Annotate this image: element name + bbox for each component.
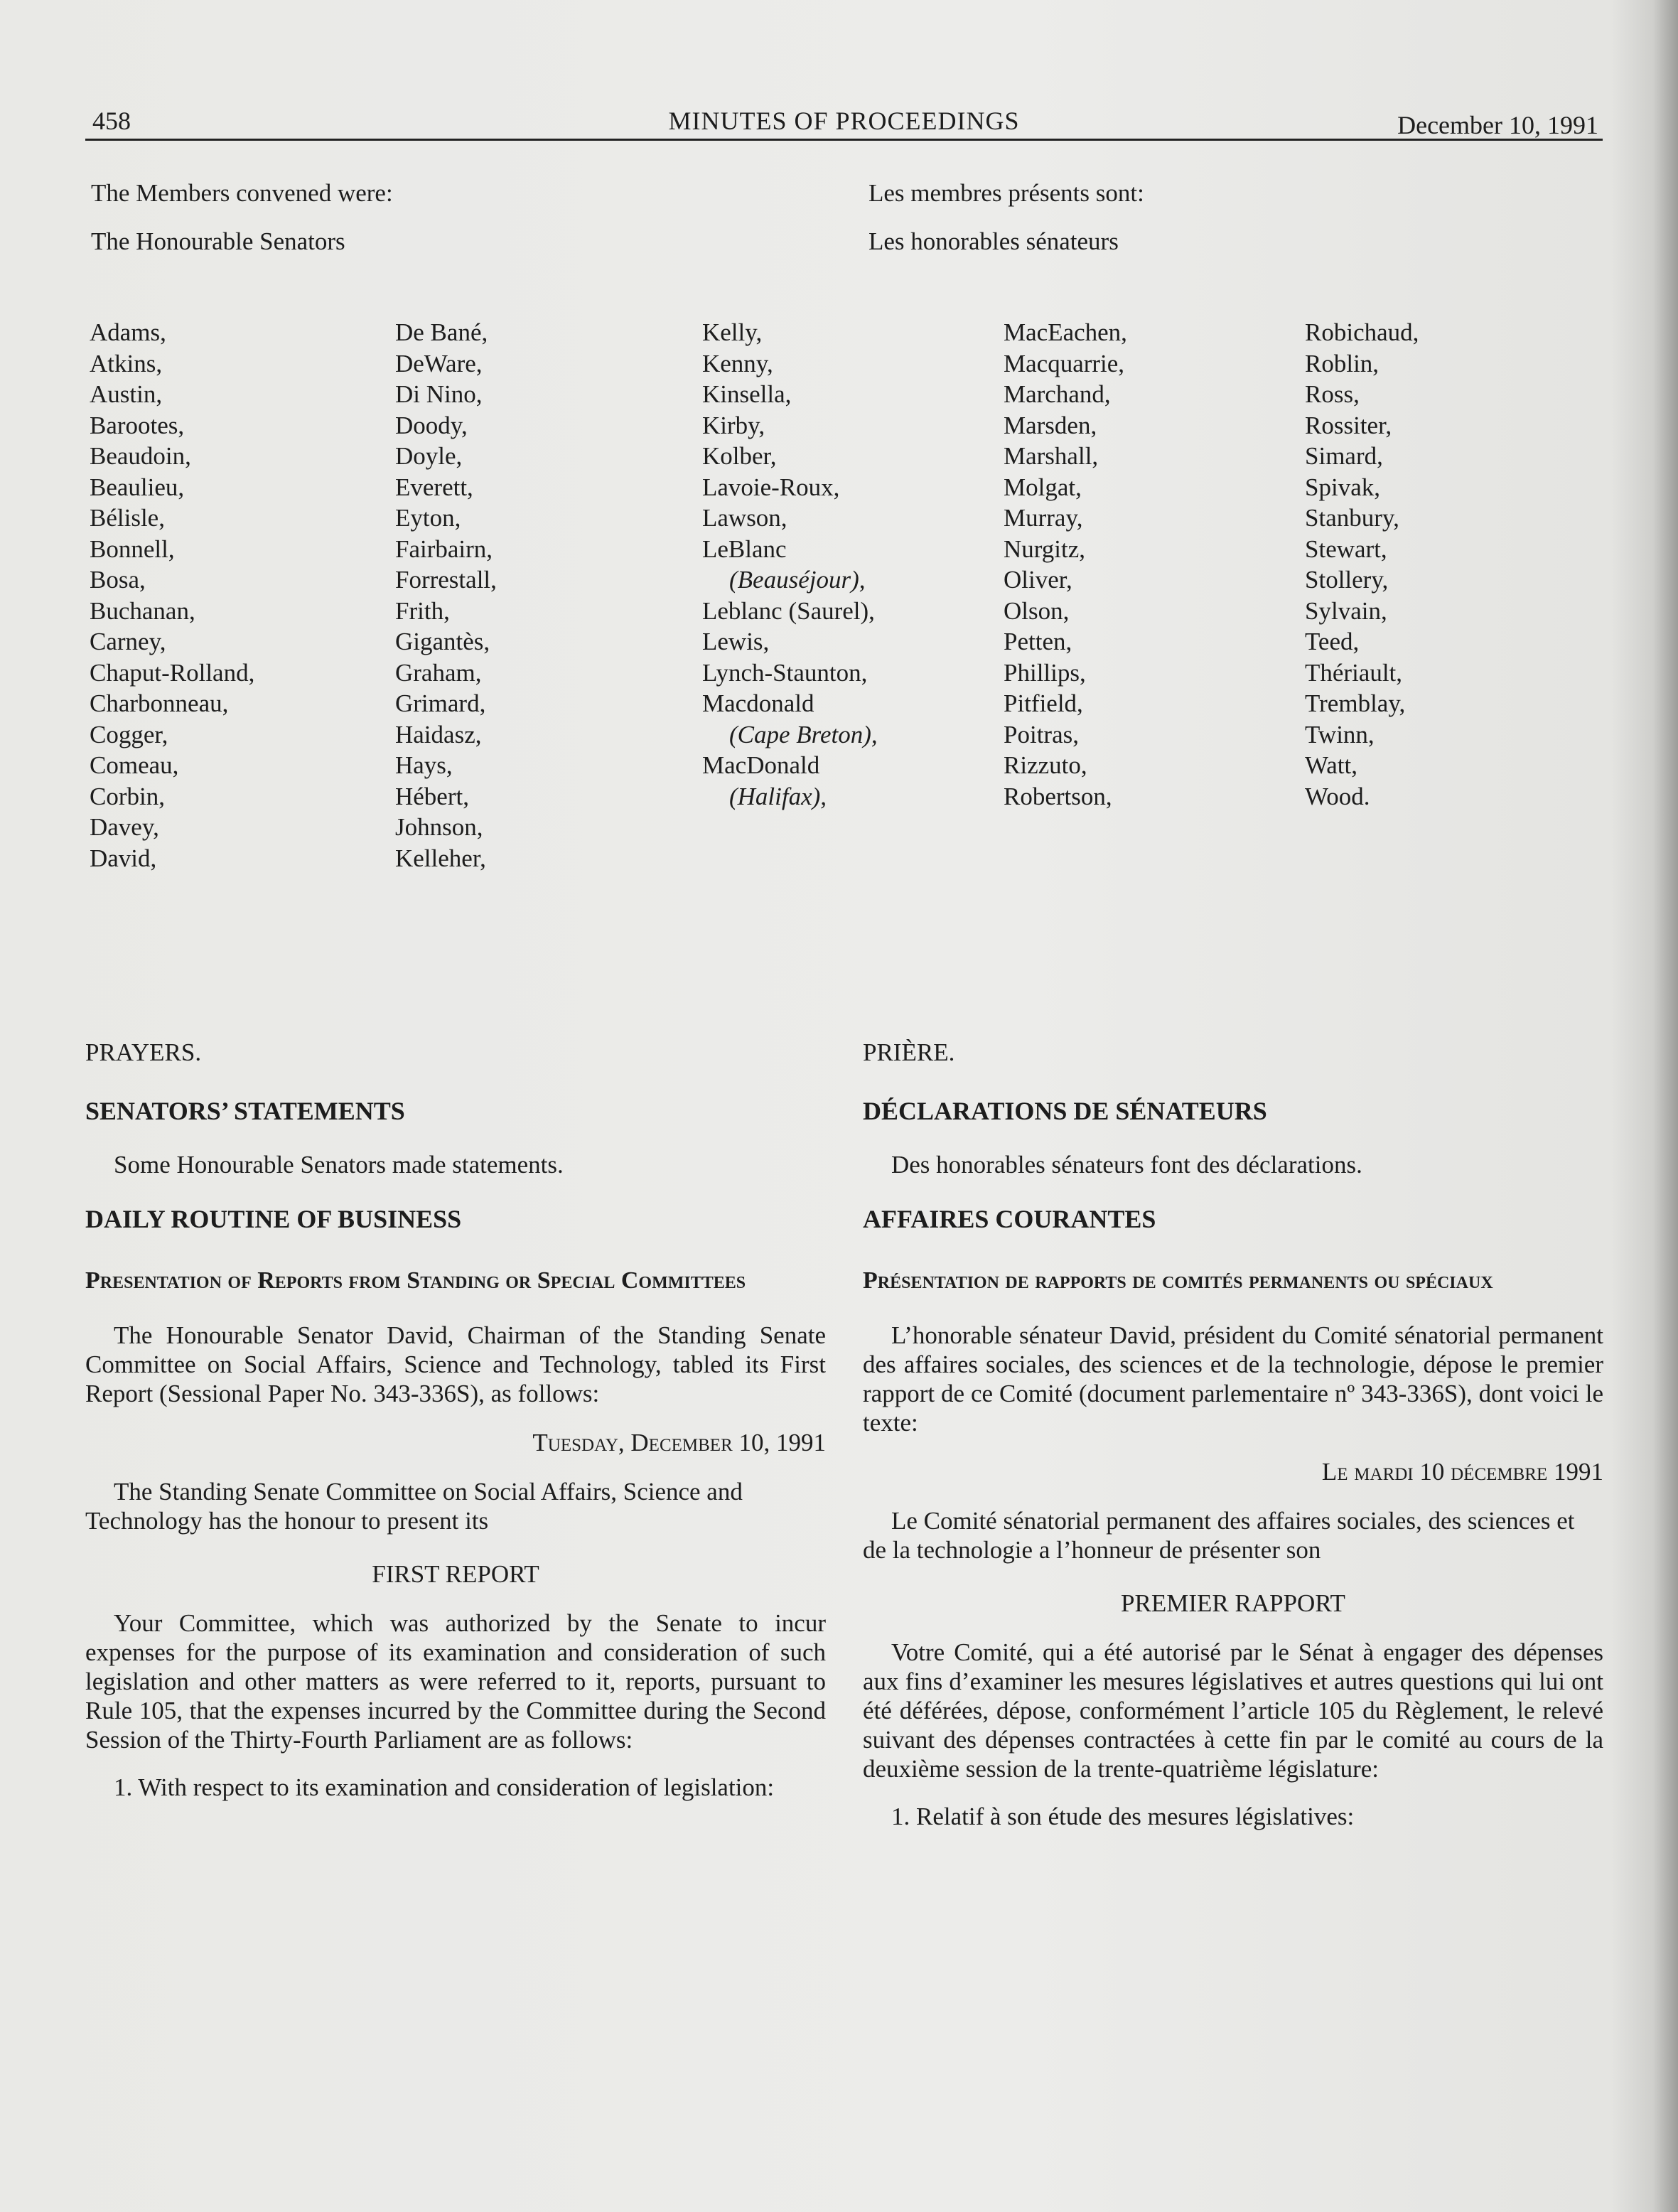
senator-name: Wood. — [1305, 782, 1370, 810]
senator-name: Beaulieu, — [90, 473, 185, 501]
presentation-heading-en: Presentation of Reports from Standing or Special Committees — [85, 1267, 746, 1294]
honourable-senators-en: The Honourable Senators — [91, 227, 345, 255]
senator-name: Charbonneau, — [90, 689, 229, 717]
senator-name: Macquarrie, — [1004, 349, 1125, 377]
senator-name: Eyton, — [395, 504, 461, 532]
report-intro-en: The Honourable Senator David, Chairman of the Standing Senate Committee on Social Affairs, Science and Technology, tabled its First Report (Sessional Paper No. 343-336S), as follows: — [85, 1321, 826, 1407]
senator-name: Thériault, — [1305, 658, 1403, 687]
senator-name: Haidasz, — [395, 720, 482, 748]
report-date-en: Tuesday, December 10, 1991 — [532, 1429, 826, 1456]
senator-name: Poitras, — [1004, 720, 1079, 748]
page-number: 458 — [92, 107, 131, 135]
statements-heading-en: SENATORS’ STATEMENTS — [85, 1097, 405, 1125]
senator-name: Murray, — [1004, 504, 1083, 532]
prayers-en: PRAYERS. — [85, 1038, 202, 1066]
senator-name: Robichaud, — [1305, 318, 1419, 346]
senator-name: Macdonald — [702, 689, 814, 717]
senator-name: Beaudoin, — [90, 442, 191, 470]
senator-column-4 — [1004, 317, 1127, 812]
committee-text-fr: Le Comité sénatorial permanent des affaires sociales, des sciences et de la technologie a l’honneur de présenter son — [863, 1507, 1575, 1564]
senator-name: Kelleher, — [395, 844, 486, 872]
statements-text-fr: Des honorables sénateurs font des déclarations. — [891, 1151, 1362, 1179]
senator-name: Marsden, — [1004, 411, 1097, 439]
report-intro-fr: L’honorable sénateur David, président du Comité sénatorial permanent des affaires sociales, des sciences et de la technologie, dépose le premier rapport de ce Comité (document parlementaire nº 343-336S), dont voici le texte: — [863, 1321, 1603, 1437]
senator-name: Oliver, — [1004, 566, 1072, 594]
senator-name: Olson, — [1004, 596, 1070, 625]
senator-name: Lawson, — [702, 504, 787, 532]
senator-name: Atkins, — [90, 349, 163, 377]
committee-text-en: The Standing Senate Committee on Social Affairs, Science and Technology has the honour to present its — [85, 1478, 743, 1535]
senator-name: Tremblay, — [1305, 689, 1406, 717]
senator-name: Fairbairn, — [395, 535, 493, 563]
senator-name: David, — [90, 844, 157, 872]
senator-name: Austin, — [90, 380, 163, 408]
senator-name: Di Nino, — [395, 380, 483, 408]
presentation-heading-fr: Présentation de rapports de comités permanents ou spéciaux — [863, 1267, 1493, 1294]
senator-name: Lewis, — [702, 628, 770, 655]
senator-name: MacEachen, — [1004, 318, 1127, 346]
prayers-fr: PRIÈRE. — [863, 1038, 955, 1066]
senator-name: Petten, — [1004, 628, 1072, 655]
senator-column-1 — [90, 317, 254, 874]
senator-name: Nurgitz, — [1004, 535, 1086, 563]
senator-name: Frith, — [395, 596, 450, 625]
senator-name: Roblin, — [1305, 349, 1379, 377]
senator-column-2 — [395, 317, 497, 874]
senator-name: Comeau, — [90, 751, 179, 779]
senator-division: (Halifax), — [729, 782, 827, 810]
senator-name: LeBlanc — [702, 535, 787, 563]
senator-name: Ross, — [1305, 380, 1360, 408]
senator-name: Watt, — [1305, 751, 1357, 779]
senator-name: Stewart, — [1305, 535, 1387, 563]
senator-name: Adams, — [90, 318, 166, 346]
honourable-senators-fr: Les honorables sénateurs — [868, 227, 1119, 255]
senator-name: Kirby, — [702, 411, 765, 439]
senator-name: Leblanc (Saurel), — [702, 596, 875, 625]
senator-name: Phillips, — [1004, 658, 1086, 687]
statements-text-en: Some Honourable Senators made statements. — [114, 1151, 564, 1179]
senator-name: Stollery, — [1305, 566, 1389, 594]
senator-name: Hébert, — [395, 782, 469, 810]
senator-name: Rizzuto, — [1004, 751, 1087, 779]
senator-name: Barootes, — [90, 411, 185, 439]
senator-name: Corbin, — [90, 782, 165, 810]
senator-name: Bonnell, — [90, 535, 175, 563]
senator-name: Rossiter, — [1305, 411, 1392, 439]
page-header — [85, 103, 1603, 141]
senator-name: Doyle, — [395, 442, 463, 470]
senator-name: Spivak, — [1305, 473, 1380, 501]
english-column — [85, 1038, 826, 1802]
report-date-fr: Le mardi 10 décembre 1991 — [1321, 1458, 1603, 1486]
senator-name: Davey, — [90, 813, 159, 841]
senator-name: Kolber, — [702, 442, 777, 470]
senator-name: Lavoie-Roux, — [702, 473, 840, 501]
running-title: MINUTES OF PROCEEDINGS — [668, 107, 1020, 135]
senator-name: Sylvain, — [1305, 596, 1387, 625]
senator-name: Chaput-Rolland, — [90, 658, 255, 687]
report-title-fr: PREMIER RAPPORT — [1121, 1589, 1345, 1617]
senator-name: DeWare, — [395, 349, 483, 377]
senator-name: Lynch-Staunton, — [702, 658, 868, 687]
senator-name: Simard, — [1305, 442, 1383, 470]
members-convened-fr: Les membres présents sont: — [868, 179, 1144, 207]
senator-name: Twinn, — [1305, 720, 1375, 748]
senator-name: Buchanan, — [90, 596, 195, 625]
senator-name: Cogger, — [90, 720, 168, 748]
senator-name: Johnson, — [395, 813, 483, 841]
senator-name: Graham, — [395, 658, 482, 687]
senator-name: Grimard, — [395, 689, 486, 717]
report-title-en: FIRST REPORT — [372, 1560, 539, 1588]
senator-name: Gigantès, — [395, 628, 490, 655]
members-convened-en: The Members convened were: — [91, 179, 393, 207]
senator-name: Doody, — [395, 411, 468, 439]
senator-name: Carney, — [90, 628, 166, 655]
senator-division: (Cape Breton), — [729, 720, 878, 748]
senator-name: Robertson, — [1004, 782, 1112, 810]
senator-division: (Beauséjour), — [729, 566, 866, 594]
senator-name: Bélisle, — [90, 504, 165, 532]
french-column — [863, 1038, 1603, 1831]
senator-name: Pitfield, — [1004, 689, 1083, 717]
senator-name: Kelly, — [702, 318, 763, 346]
statements-heading-fr: DÉCLARATIONS DE SÉNATEURS — [863, 1097, 1267, 1125]
senator-name: Teed, — [1305, 628, 1360, 655]
senator-name: Bosa, — [90, 566, 146, 594]
senator-name: Everett, — [395, 473, 473, 501]
routine-heading-en: DAILY ROUTINE OF BUSINESS — [85, 1205, 462, 1233]
header-date: December 10, 1991 — [1397, 111, 1598, 139]
senator-name: Molgat, — [1004, 473, 1082, 501]
item-1-fr: 1. Relatif à son étude des mesures législatives: — [891, 1803, 1355, 1830]
senator-name: Hays, — [395, 751, 453, 779]
senator-column-3 — [702, 317, 878, 812]
senator-name: Kenny, — [702, 349, 773, 377]
senator-name: Kinsella, — [702, 380, 792, 408]
senator-name: MacDonald — [702, 751, 820, 779]
item-1-en: 1. With respect to its examination and consideration of legislation: — [114, 1773, 775, 1801]
report-body-fr: Votre Comité, qui a été autorisé par le Sénat à engager des dépenses aux fins d’examiner les mesures législatives et autres questions qui lui ont été déférées, dépose, conformément l’article 105 du Règlement, le relevé suivant des dépenses contractées à cette fin par le comité au cours de la deuxième session de la trente-quatrième législature: — [863, 1638, 1603, 1783]
report-body-en: Your Committee, which was authorized by the Senate to incur expenses for the purpose of its examination and consideration of such legislation and other matters as were referred to it, reports, pursuant to Rule 105, that the expenses incurred by the Committee during the Second Session of the Thirty-Fourth Parliament are as follows: — [85, 1609, 826, 1754]
senator-name: Marchand, — [1004, 380, 1111, 408]
senator-name: Marshall, — [1004, 442, 1099, 470]
senator-name: Stanbury, — [1305, 504, 1399, 532]
senator-name: Forrestall, — [395, 566, 497, 594]
senator-name: De Bané, — [395, 318, 488, 346]
senator-column-5 — [1305, 317, 1419, 812]
routine-heading-fr: AFFAIRES COURANTES — [863, 1205, 1156, 1233]
